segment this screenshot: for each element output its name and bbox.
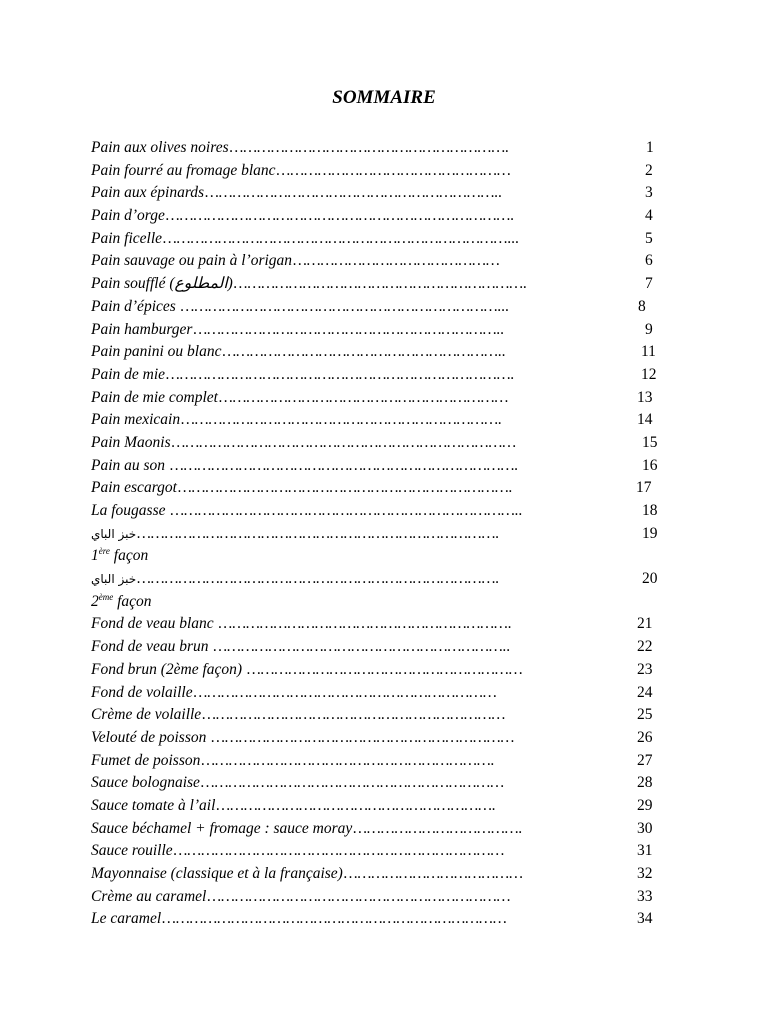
toc-page-number: 12 [641,365,657,383]
toc-entry [91,387,671,410]
toc-page-number: 34 [637,910,653,928]
toc-entry [91,568,671,591]
toc-entry [91,682,671,705]
toc-leader-dots: …………………………………………………………………... [163,229,520,247]
toc-leader-dots: ………………………………………………………………. [177,479,513,497]
toc-page-number: 9 [645,320,653,338]
toc-leader-dots: …………………………………………… [276,161,511,179]
toc-entry [91,863,671,886]
toc-leader-dots: ………………………………………………………… [193,683,497,701]
toc-page-number: 31 [637,842,653,860]
document-title: SOMMAIRE [332,87,436,108]
toc-entry [91,319,671,342]
toc-entry [91,432,671,455]
toc-subtitle-sup: ème [98,591,114,602]
toc-page-number: 5 [645,229,653,247]
toc-entry-label: Pain d’épices [91,297,180,315]
toc-leader-dots: ……………………………………………………….. [213,638,511,656]
toc-entry-label: Pain de mie [91,365,166,383]
toc-entry [91,613,671,636]
toc-page-number: 20 [642,570,658,588]
toc-leader-dots: ………………………………… [343,865,523,882]
toc-entry [91,250,671,273]
toc-leader-dots: ……………………………………………………….. [205,184,503,202]
toc-entry-label: Fumet de poisson [91,751,201,769]
toc-leader-dots: ……………………………………………………………………. [137,570,500,588]
toc-entry-label: Pain escargot [91,479,177,497]
toc-page-number: 27 [637,751,653,769]
toc-entry-label: Mayonnaise (classique et à la française) [91,865,343,882]
toc-page-number: 11 [641,343,656,361]
toc-entry-label: Pain ficelle [91,229,163,247]
toc-entry [91,160,671,183]
toc-leader-dots: ………………………………………………………. [201,751,495,769]
toc-leader-dots: …………………………………………………………………. [169,456,519,474]
toc-page-number: 3 [645,184,653,202]
toc-entry [91,727,671,750]
toc-entry-label: Fond de veau brun [91,638,213,656]
toc-entry-label: Pain mexicain [91,411,181,429]
toc-page-number: 17 [636,479,652,497]
toc-page-number: 4 [645,207,653,225]
toc-entry [91,545,671,568]
toc-entry-label: Crème de volaille [91,706,202,724]
toc-leader-dots: ………………………………. [353,819,523,837]
toc-entry [91,636,671,659]
toc-entry-label: Fond brun (2ème façon) [91,660,246,678]
toc-entry-label: Fond de veau blanc [91,615,218,633]
toc-entry-label: Velouté de poisson [91,728,211,746]
toc-entry [91,772,671,795]
toc-page-number: 29 [637,796,653,814]
toc-entry-label: Le caramel [91,910,162,928]
toc-leader-dots: ………………………………………………………. [218,615,512,633]
toc-leader-dots: …………………………………………………….. [222,343,506,361]
toc-leader-dots: ……………………………………………………………………. [137,524,500,542]
toc-page-number: 21 [637,615,653,633]
toc-entry-label: خبز الباي [91,526,137,541]
toc-page-number: 24 [637,683,653,701]
toc-entry-label: Pain fourré au fromage blanc [91,161,276,179]
toc-page-number: 19 [642,524,658,542]
toc-entry [91,409,671,432]
toc-page-number: 14 [637,411,653,429]
toc-entry [91,205,671,228]
toc-leader-dots: ………………………………………………………….. [193,320,505,338]
toc-entry [91,886,671,909]
toc-entry [91,818,671,841]
toc-entry [91,273,671,296]
table-of-contents [91,137,671,931]
toc-entry-label: Sauce bolognaise [91,774,200,792]
toc-entry [91,228,671,251]
toc-page-number: 2 [645,161,653,179]
toc-leader-dots: ……………………………………………………………… [173,842,505,860]
toc-entry-label: Pain soufflé (المطلوع) [91,275,233,293]
toc-entry [91,500,671,523]
toc-page-number: 23 [637,660,653,678]
toc-entry [91,296,671,319]
toc-entry-label: Fond de volaille [91,683,193,701]
toc-entry-label: Sauce béchamel + fromage : sauce moray [91,819,353,837]
toc-leader-dots: ……………………………………… [293,252,500,270]
toc-leader-dots: ………………………………………………………. [233,275,528,293]
toc-entry-label: خبز الباي [91,572,137,587]
toc-page-number: 16 [642,456,658,474]
toc-leader-dots: ……………………………………………………………. [181,411,502,429]
toc-entry-label: Pain sauvage ou pain à l’origan [91,252,293,270]
toc-entry-label: Sauce rouille [91,842,173,860]
toc-entry [91,455,671,478]
toc-subtitle: 1 [91,547,99,565]
toc-entry [91,908,671,931]
toc-page-number: 32 [637,865,653,882]
toc-entry-label: Pain aux olives noires [91,139,229,156]
toc-leader-dots: …………………………………………………………………. [165,207,515,225]
toc-entry-label: Pain d’orge [91,207,165,225]
toc-entry-label: Pain aux épinards [91,184,205,202]
toc-subtitle-rest: façon [113,592,152,610]
toc-leader-dots: ……………………………………………………………... [180,297,510,315]
toc-page-number: 15 [642,433,658,451]
toc-page-number: 25 [637,706,653,724]
toc-leader-dots: …………………………………………………………………. [166,365,515,383]
toc-leader-dots: ……………………………………………………… [218,388,509,406]
toc-entry-label: Pain hamburger [91,320,193,338]
toc-leader-dots: ………………………………………………………… [200,774,505,792]
toc-entry [91,341,671,364]
toc-leader-dots: ……………………………………………………. [229,139,510,156]
toc-entry [91,477,671,500]
toc-entry-label: Pain de mie complet [91,388,218,406]
toc-page-number: 22 [637,638,653,656]
toc-entry [91,795,671,818]
toc-page-number: 18 [642,502,658,519]
toc-entry-label: Pain panini ou blanc [91,343,222,361]
toc-subtitle: 2 [91,592,99,610]
toc-entry [91,137,671,160]
toc-leader-dots: ………………………………………………………… [207,887,511,905]
toc-leader-dots: ………………………………………………………………… [171,433,517,451]
toc-page-number: 30 [637,819,653,837]
toc-entry [91,750,671,773]
toc-entry [91,840,671,863]
toc-leader-dots: ………………………………………………………………….. [170,502,523,519]
toc-leader-dots: ………………………………………………………… [202,706,506,724]
toc-entry [91,591,671,614]
toc-leader-dots: ……………………………………………………. [216,796,496,814]
toc-leader-dots: ………………………………………………………………… [162,910,507,928]
toc-entry [91,182,671,205]
toc-leader-dots: ………………………………………………………… [211,728,515,746]
toc-entry [91,704,671,727]
toc-subtitle-rest: façon [109,547,149,565]
toc-entry [91,364,671,387]
toc-entry-label: Sauce tomate à l’ail [91,796,216,814]
toc-page-number: 28 [637,774,653,792]
toc-page-number: 13 [637,388,653,406]
toc-page-number: 26 [637,728,653,746]
toc-entry-label: Crème au caramel [91,887,207,905]
toc-entry [91,523,671,546]
toc-page-number: 1 [646,139,654,156]
toc-page-number: 33 [637,887,653,905]
toc-subtitle-sup: ère [98,546,110,557]
toc-leader-dots: …………………………………………………… [246,660,523,678]
toc-page-number: 8 [638,297,646,315]
toc-entry-label: Pain au son [91,456,169,474]
toc-entry-label: Pain Maonis [91,433,171,451]
toc-page-number: 6 [645,252,653,270]
toc-page-number: 7 [645,275,653,293]
toc-entry-label: La fougasse [91,502,170,519]
toc-entry [91,659,671,682]
